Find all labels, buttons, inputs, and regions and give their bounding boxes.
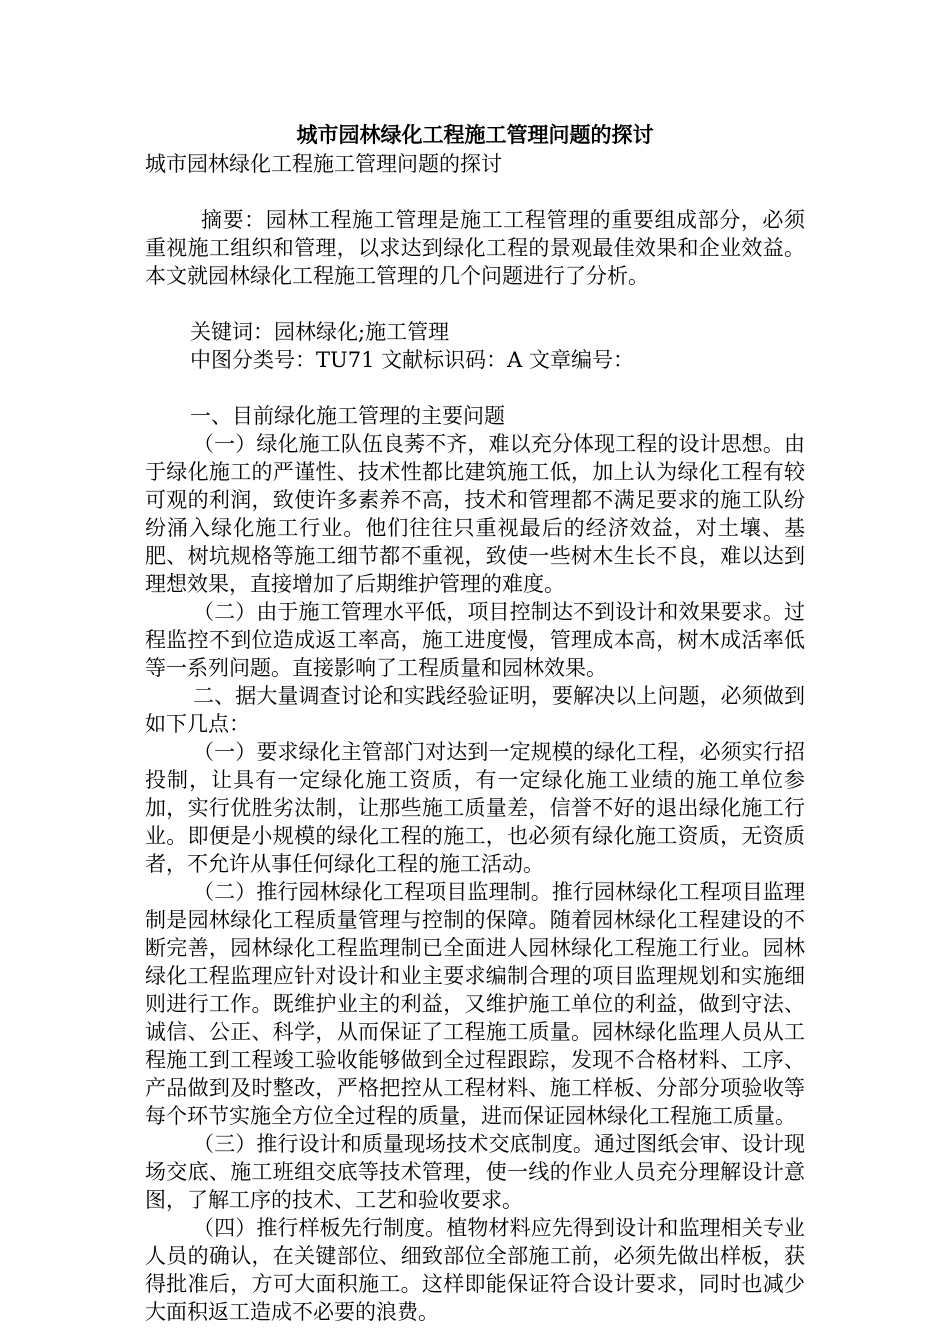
- section-2-paragraph-3: （三）推行设计和质量现场技术交底制度。通过图纸会审、设计现场交底、施工班组交底等技术管理，使一线的作业人员充分理解设计意图，了解工序的技术、工艺和验收要求。: [145, 1132, 805, 1212]
- keywords-line: 关键词：园林绿化;施工管理: [190, 320, 450, 344]
- abstract-paragraph: 摘要：园林工程施工管理是施工工程管理的重要组成部分，必须重视施工组织和管理，以求达到绿化工程的景观最佳效果和企业效益。本文就园林绿化工程施工管理的几个问题进行了分析。: [145, 208, 805, 288]
- document-subtitle: 城市园林绿化工程施工管理问题的探讨: [145, 152, 502, 176]
- section-2-paragraph-2: （二）推行园林绿化工程项目监理制。推行园林绿化工程项目监理制是园林绿化工程质量管理与控制的保障。随着园林绿化工程建设的不断完善，园林绿化工程监理制已全面进人园林绿化工程施工行业。园林绿化工程监理应针对设计和业主要求编制合理的项目监理规划和实施细则进行工作。既维护业主的利益，又维护施工单位的利益，做到守法、诚信、公正、科学，从而保证了工程施工质量。园林绿化监理人员从工程施工到工程竣工验收能够做到全过程跟踪，发现不合格材料、工序、产品做到及时整改，严格把控从工程材料、施工样板、分部分项验收等每个环节实施全方位全过程的质量，进而保证园林绿化工程施工质量。: [145, 880, 805, 1128]
- section-1-paragraph-1: （一）绿化施工队伍良莠不齐，难以充分体现工程的设计思想。由于绿化施工的严谨性、技术性都比建筑施工低，加上认为绿化工程有较可观的利润，致使许多素养不高，技术和管理都不满足要求的施工队纷纷涌入绿化施工行业。他们往往只重视最后的经济效益，对土壤、基肥、树坑规格等施工细节都不重视，致使一些树木生长不良，难以达到理想效果，直接增加了后期维护管理的难度。: [145, 432, 805, 596]
- spacer: [145, 178, 805, 206]
- section-1-heading: 一、目前绿化施工管理的主要问题: [190, 404, 505, 428]
- document-title: 城市园林绿化工程施工管理问题的探讨: [296, 122, 654, 147]
- document-page: [145, 120, 805, 1326]
- section-2-heading: 二、据大量调查讨论和实践经验证明，要解决以上问题，必须做到如下几点：: [145, 684, 805, 736]
- classification-line: 中图分类号：TU71 文献标识码：A 文章编号：: [190, 348, 634, 372]
- spacer: [145, 374, 805, 402]
- section-2-paragraph-4: （四）推行样板先行制度。植物材料应先得到设计和监理相关专业人员的确认，在关键部位、细致部位全部施工前，必须先做出样板，获得批准后，方可大面积施工。这样即能保证符合设计要求，同时也减少大面积返工造成不必要的浪费。: [145, 1216, 805, 1324]
- spacer: [145, 290, 805, 318]
- section-1-paragraph-2: （二）由于施工管理水平低，项目控制达不到设计和效果要求。过程监控不到位造成返工率高，施工进度慢，管理成本高，树木成活率低等一系列问题。直接影响了工程质量和园林效果。: [145, 600, 805, 680]
- section-2-paragraph-1: （一）要求绿化主管部门对达到一定规模的绿化工程，必须实行招投制，让具有一定绿化施工资质，有一定绿化施工业绩的施工单位参加，实行优胜劣汰制，让那些施工质量差，信誉不好的退出绿化施工行业。即便是小规模的绿化工程的施工，也必须有绿化施工资质，无资质者，不允许从事任何绿化工程的施工活动。: [145, 740, 805, 876]
